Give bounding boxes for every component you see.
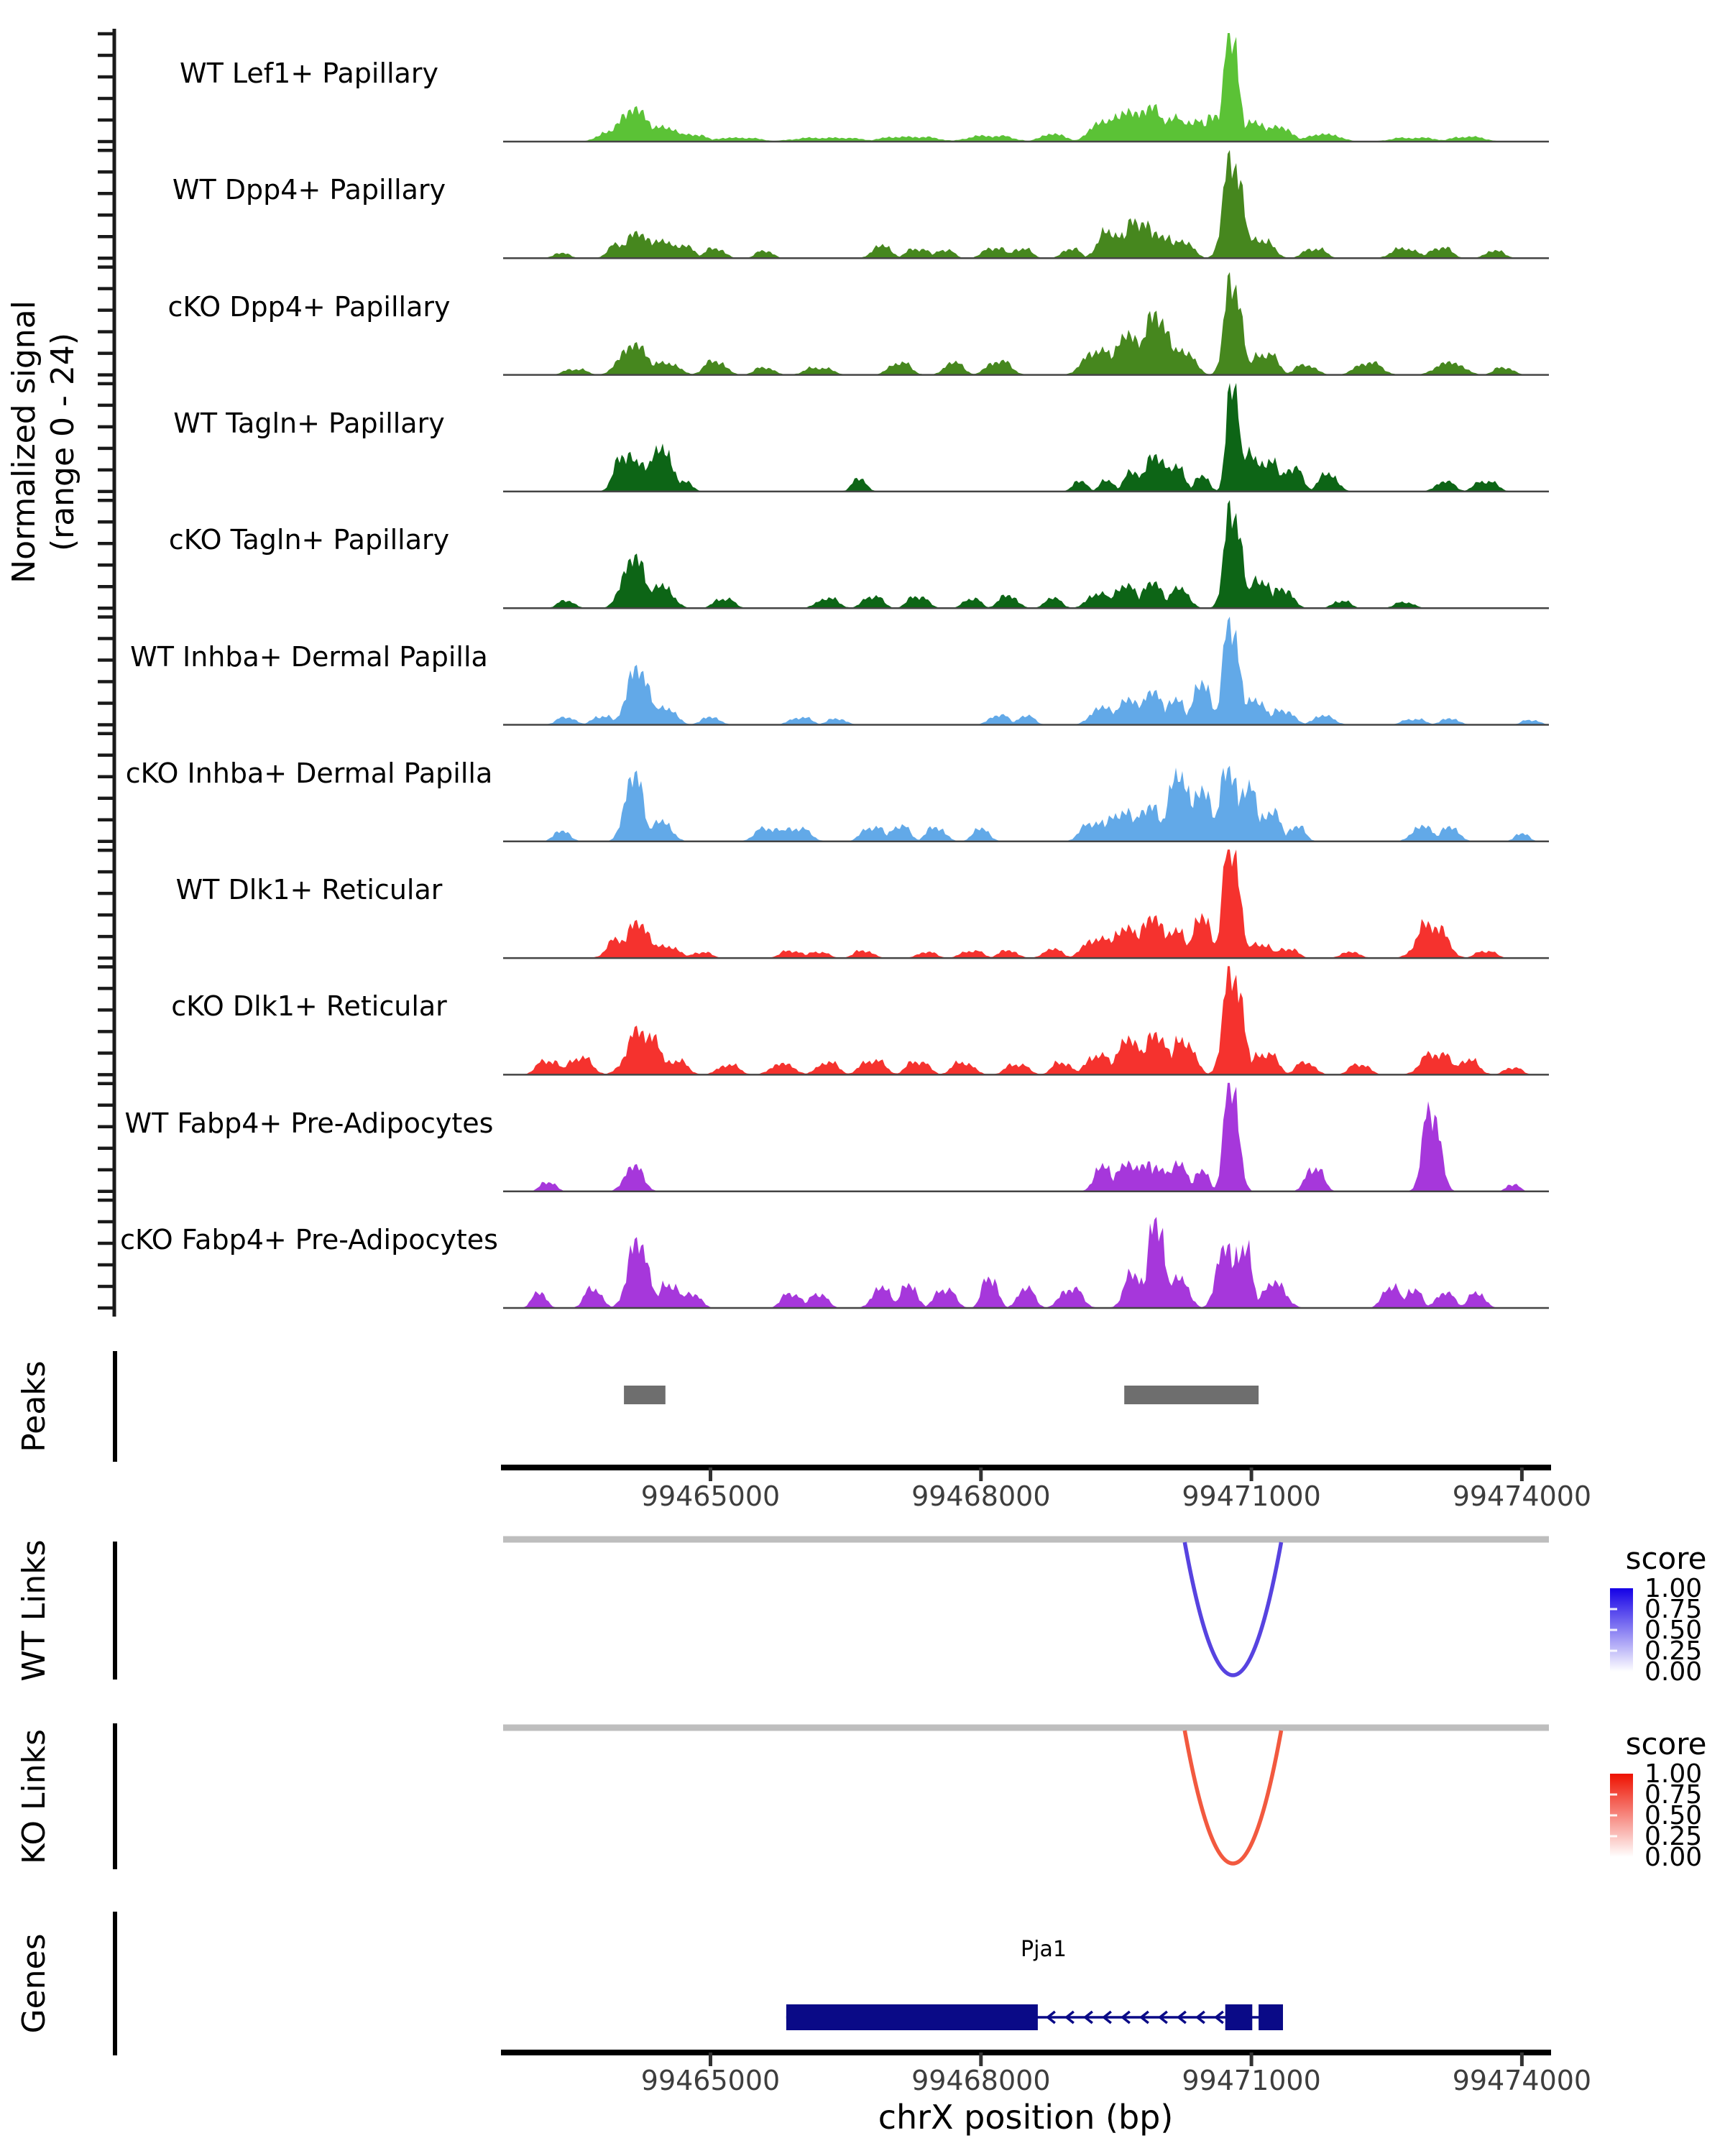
genome-axis-tick-label: 99468000 — [911, 1480, 1051, 1512]
score-legend-tick-label: 0.25 — [1644, 1822, 1703, 1851]
peak-interval — [624, 1386, 666, 1404]
genome-axis-top — [501, 1468, 1591, 1512]
genome-axis-tick-label: 99474000 — [1452, 1480, 1592, 1512]
coverage-track-8-signal — [503, 966, 1549, 1074]
gene-name-label: Pja1 — [1021, 1937, 1067, 1962]
genes-section-label: Genes — [16, 1933, 52, 2034]
link-arc — [1184, 1542, 1281, 1675]
coverage-track-0-signal — [503, 33, 1549, 142]
coverage-track-6-signal — [503, 766, 1549, 842]
peaks-section-label: Peaks — [16, 1360, 52, 1452]
genome-axis-tick-label: 99465000 — [640, 2065, 781, 2096]
y-axis-title-line1: Normalized signal — [6, 300, 42, 584]
coverage-track-2-signal — [503, 272, 1549, 375]
coverage-track-10-signal — [503, 1217, 1549, 1308]
score-legend-tick-label: 1.00 — [1644, 1759, 1703, 1789]
links-sections — [503, 1539, 1702, 1872]
ko-score-legend-title: score — [1625, 1726, 1707, 1761]
coverage-track-7-signal — [503, 849, 1549, 958]
score-legend-tick-label: 0.50 — [1644, 1616, 1703, 1645]
coverage-tracks-layer — [120, 33, 1549, 1308]
genome-axis-tick-label: 99471000 — [1182, 1480, 1321, 1512]
x-axis-title: chrX position (bp) — [878, 2098, 1174, 2137]
gene-exon — [786, 2004, 1038, 2030]
genes-track — [786, 2004, 1283, 2030]
score-legend-tick-label: 0.75 — [1644, 1780, 1703, 1810]
link-arc — [1184, 1731, 1281, 1864]
coverage-track-1-label: WT Dpp4+ Papillary — [172, 174, 446, 206]
y-axis — [98, 29, 114, 1317]
wt-links-section-label: WT Links — [16, 1539, 52, 1682]
score-legend-tick-label: 0.00 — [1644, 1843, 1703, 1872]
peaks-track — [624, 1386, 1259, 1404]
y-axis-title-line2: (range 0 - 24) — [45, 332, 81, 552]
wt-score-legend-title: score — [1625, 1541, 1707, 1576]
ko-links-section-label: KO Links — [16, 1728, 52, 1865]
genome-axis-tick-label: 99474000 — [1452, 2065, 1592, 2096]
coverage-track-4-label: cKO Tagln+ Papillary — [168, 524, 450, 556]
genome-axis-bottom — [501, 2053, 1591, 2096]
genome-axis-tick-label: 99465000 — [640, 1480, 781, 1512]
score-legend-tick-label: 0.25 — [1644, 1636, 1703, 1666]
coverage-track-5-label: WT Inhba+ Dermal Papilla — [130, 641, 488, 673]
coverage-track-3-label: WT Tagln+ Papillary — [173, 407, 445, 439]
gene-exon — [1259, 2004, 1283, 2030]
score-legend-tick-label: 0.00 — [1644, 1657, 1703, 1687]
coverage-track-7-label: WT Dlk1+ Reticular — [175, 874, 443, 906]
coverage-track-5-signal — [503, 617, 1549, 725]
score-legend-tick-label: 1.00 — [1644, 1574, 1703, 1603]
coverage-track-1-signal — [503, 150, 1549, 258]
coverage-track-2-label: cKO Dpp4+ Papillary — [167, 291, 451, 323]
genome-axis-tick-label: 99468000 — [911, 2065, 1051, 2096]
genome-axis-tick-label: 99471000 — [1182, 2065, 1321, 2096]
coverage-track-9-signal — [503, 1083, 1549, 1192]
coverage-track-8-label: cKO Dlk1+ Reticular — [171, 990, 447, 1022]
score-legend-tick-label: 0.75 — [1644, 1595, 1703, 1624]
gene-exon — [1225, 2004, 1253, 2030]
coverage-track-4-signal — [503, 500, 1549, 609]
coverage-track-6-label: cKO Inhba+ Dermal Papilla — [125, 757, 493, 789]
coverage-track-0-label: WT Lef1+ Papillary — [180, 57, 438, 89]
score-legend-tick-label: 0.50 — [1644, 1801, 1703, 1830]
peak-interval — [1124, 1386, 1259, 1404]
coverage-track-3-signal — [503, 383, 1549, 492]
coverage-track-9-label: WT Fabp4+ Pre-Adipocytes — [124, 1107, 494, 1139]
coverage-track-10-label: cKO Fabp4+ Pre-Adipocytes — [120, 1224, 498, 1256]
